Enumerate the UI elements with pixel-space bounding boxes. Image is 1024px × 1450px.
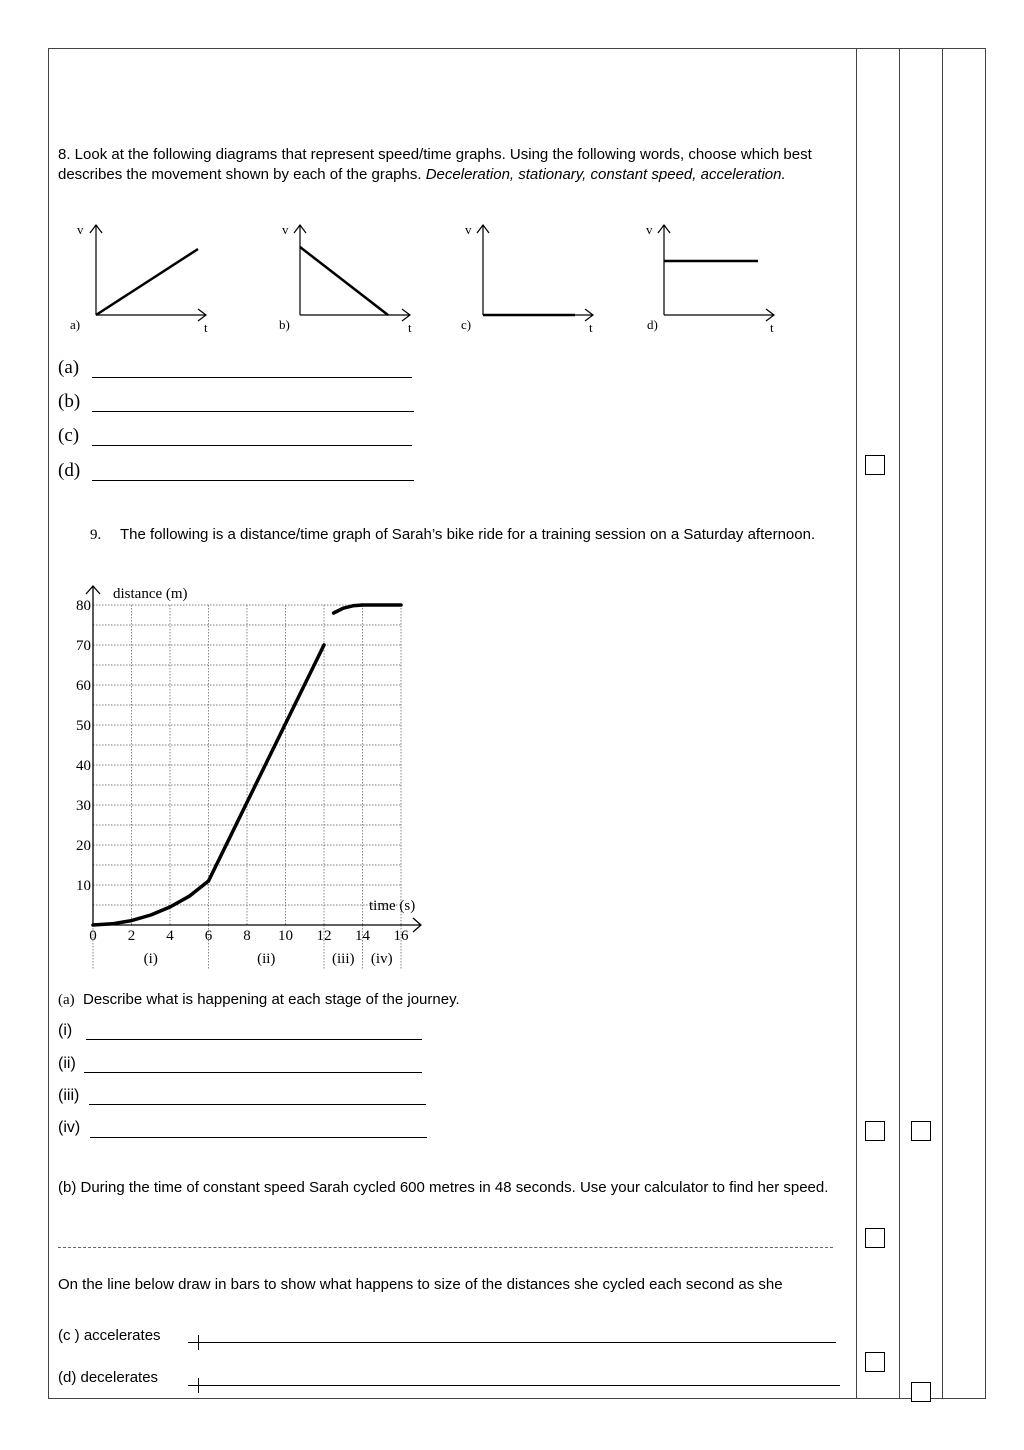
stage-label: (iv) bbox=[370, 951, 393, 967]
mark-box-q9c[interactable] bbox=[865, 1352, 885, 1372]
q9d-bar-line[interactable] bbox=[188, 1385, 840, 1386]
q9c-prompt: (c ) accelerates bbox=[58, 1327, 161, 1344]
x-tick-label: 16 bbox=[393, 928, 409, 944]
series-line-2 bbox=[209, 645, 325, 881]
x-tick-label: 8 bbox=[243, 928, 251, 944]
answer-line-c[interactable] bbox=[92, 445, 412, 446]
x-tick-label: 6 bbox=[204, 928, 213, 944]
x-axis bbox=[93, 918, 421, 932]
q9a-label-i: (i) bbox=[58, 1022, 73, 1039]
q9-intro: The following is a distance/time graph of Sarah’s bike ride for a training session on a Saturday afternoon. bbox=[120, 526, 816, 543]
svg-text:v: v bbox=[77, 222, 84, 237]
q9c-bar-line[interactable] bbox=[188, 1342, 836, 1343]
svg-text:b): b) bbox=[279, 317, 290, 332]
q9a-line-iii[interactable] bbox=[89, 1104, 426, 1105]
y-tick-label: 60 bbox=[76, 678, 91, 694]
distance-time-chart bbox=[55, 578, 435, 976]
x-tick-label: 12 bbox=[316, 928, 332, 944]
x-tick-label: 0 bbox=[89, 928, 97, 944]
q9b-answer-line[interactable] bbox=[58, 1247, 833, 1248]
q9a-line-iv[interactable] bbox=[90, 1137, 427, 1138]
svg-text:v: v bbox=[282, 222, 289, 237]
x-tick-label: 2 bbox=[127, 928, 136, 944]
q9d-start-tick bbox=[198, 1378, 199, 1393]
svg-text:t: t bbox=[204, 320, 208, 335]
svg-text:v: v bbox=[646, 222, 653, 237]
answer-line-b[interactable] bbox=[92, 411, 414, 412]
answer-label-b: (b) bbox=[58, 391, 81, 412]
speed-time-graphs bbox=[50, 215, 810, 340]
graph-d bbox=[646, 222, 774, 335]
series-line-1 bbox=[93, 881, 209, 925]
q9-number: 9. bbox=[90, 527, 102, 543]
graph-c bbox=[461, 222, 593, 335]
svg-text:c): c) bbox=[461, 317, 472, 332]
series-line-3 bbox=[334, 605, 363, 613]
q9b-prompt: (b) During the time of constant speed Sarah cycled 600 metres in 48 seconds. Use your calculator to find her speed. bbox=[58, 1179, 829, 1196]
mark-box-q9b[interactable] bbox=[865, 1228, 885, 1248]
stage-label: (i) bbox=[143, 951, 158, 967]
answer-label-c: (c) bbox=[58, 425, 80, 446]
q9a-line-ii[interactable] bbox=[84, 1072, 422, 1073]
y-tick-label: 40 bbox=[76, 758, 91, 774]
q9a-line-i[interactable] bbox=[86, 1039, 422, 1040]
y-tick-label: 50 bbox=[76, 718, 91, 734]
stage-label: (ii) bbox=[257, 951, 276, 967]
mark-box-q9d[interactable] bbox=[911, 1382, 931, 1402]
y-tick-label: 20 bbox=[76, 838, 91, 854]
x-tick-label: 10 bbox=[278, 928, 293, 944]
mark-box-q9a-check[interactable] bbox=[911, 1121, 931, 1141]
x-axis-label: time (s) bbox=[369, 898, 416, 914]
x-tick-label: 4 bbox=[166, 928, 174, 944]
tick-labels bbox=[76, 598, 409, 944]
x-tick-label: 14 bbox=[355, 928, 370, 944]
y-axis bbox=[86, 586, 100, 925]
y-tick-label: 30 bbox=[76, 798, 91, 814]
mark-box-q8[interactable] bbox=[865, 455, 885, 475]
answer-line-a[interactable] bbox=[92, 377, 412, 378]
margin-column-divider bbox=[856, 48, 857, 1399]
svg-text:t: t bbox=[408, 320, 412, 335]
y-tick-label: 10 bbox=[76, 878, 91, 894]
stage-label: (iii) bbox=[332, 951, 355, 967]
graph-a bbox=[70, 222, 208, 335]
stage-labels bbox=[144, 951, 393, 967]
y-tick-label: 70 bbox=[76, 638, 91, 654]
bars-intro: On the line below draw in bars to show what happens to size of the distances she cycled each second as she bbox=[58, 1276, 783, 1293]
chart-grid bbox=[93, 605, 401, 925]
answer-line-d[interactable] bbox=[92, 480, 414, 481]
svg-text:d): d) bbox=[647, 317, 658, 332]
svg-text:t: t bbox=[589, 320, 593, 335]
chart-axes bbox=[86, 586, 421, 932]
svg-text:v: v bbox=[465, 222, 472, 237]
margin-column-divider bbox=[899, 48, 900, 1399]
answer-label-a: (a) bbox=[58, 357, 80, 378]
svg-text:t: t bbox=[770, 320, 774, 335]
mark-box-q9a[interactable] bbox=[865, 1121, 885, 1141]
q8-intro: 8. Look at the following diagrams that represent speed/time graphs. Using the following words, choose which best describes the movement shown by each of the graphs. Deceleration, stationary, constant speed, acceleration. bbox=[58, 146, 812, 183]
margin-column-divider bbox=[942, 48, 943, 1399]
graph-b bbox=[279, 222, 412, 335]
q9a-label-iv: (iv) bbox=[58, 1119, 81, 1136]
y-tick-label: 80 bbox=[76, 598, 91, 614]
q9c-start-tick bbox=[198, 1335, 199, 1350]
q9a-label-ii: (ii) bbox=[58, 1055, 76, 1072]
answer-label-d: (d) bbox=[58, 460, 81, 481]
q9d-prompt: (d) decelerates bbox=[58, 1369, 159, 1386]
q9a-prompt: (a) Describe what is happening at each stage of the journey. bbox=[58, 991, 460, 1008]
y-axis-label: distance (m) bbox=[113, 586, 188, 602]
svg-text:a): a) bbox=[70, 317, 81, 332]
q9a-label-iii: (iii) bbox=[58, 1087, 80, 1104]
